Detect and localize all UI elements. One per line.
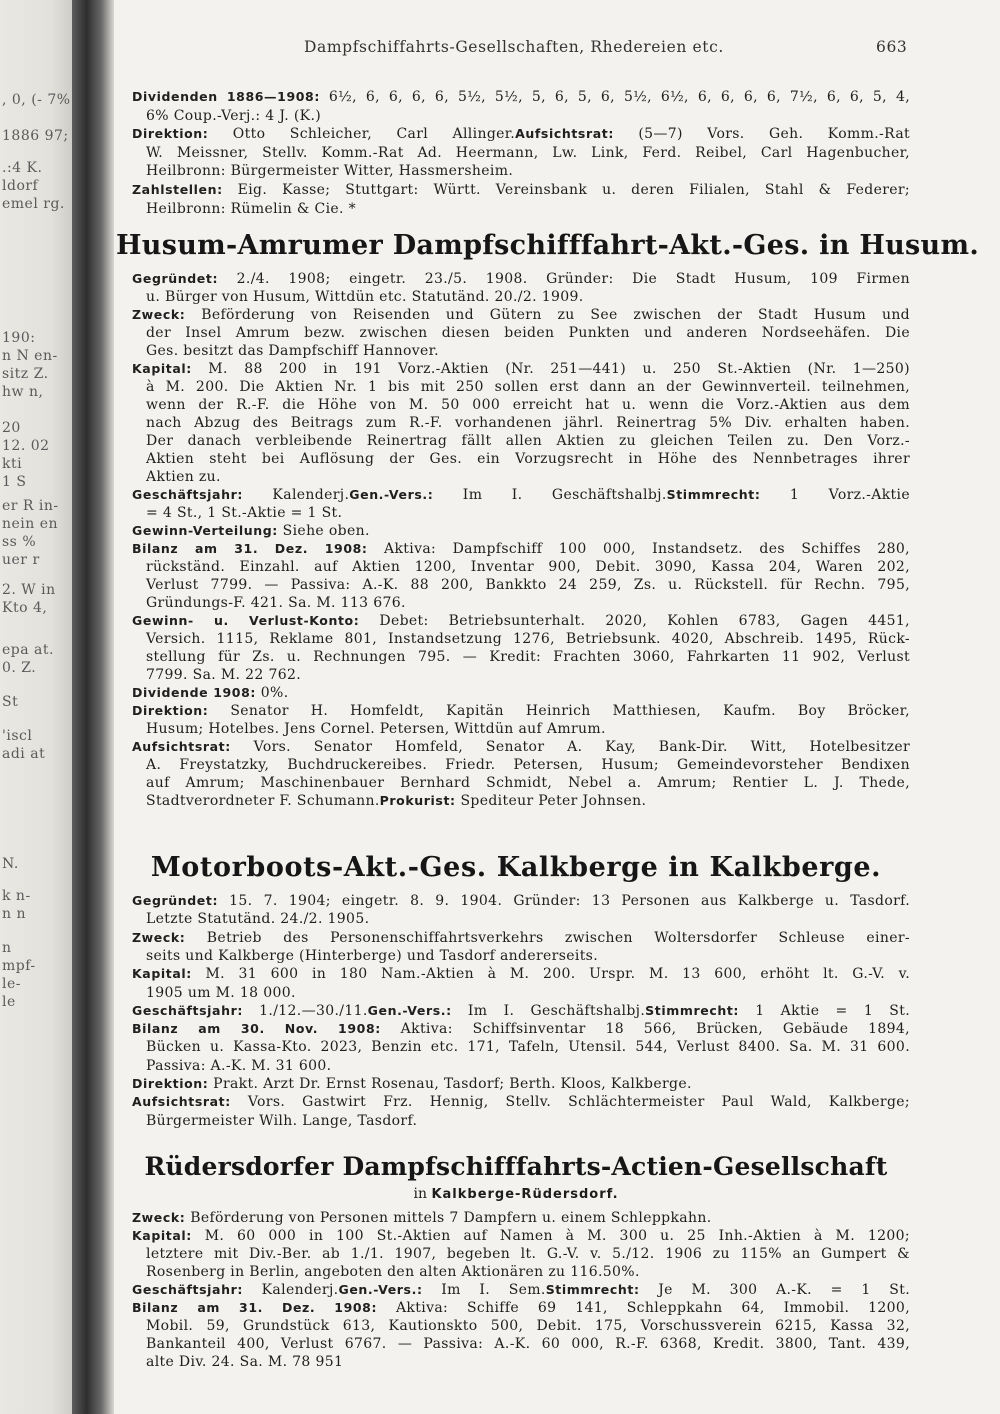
margin-fragment: nein en	[2, 516, 59, 532]
company-subtitle-ruedersdorf	[116, 1186, 916, 1202]
field-label: Gen.-Vers.:	[367, 1002, 452, 1018]
text-line	[132, 270, 910, 288]
text-line	[146, 1317, 910, 1335]
field-label: Dividenden 1886—1908:	[132, 89, 320, 104]
text-line	[132, 540, 910, 558]
field-text: nach Abzug des Beitrags zum R.-F. vorhandenen jährl. Reinertrag 5% Div. erhalten haben.	[146, 415, 910, 431]
text-line	[132, 738, 910, 756]
left-page-margin	[0, 0, 72, 1414]
margin-fragment: n	[2, 940, 12, 956]
text-line	[132, 612, 910, 630]
margin-fragment: 20	[2, 420, 21, 436]
text-line	[146, 720, 910, 738]
field-text: Beförderung von Reisenden und Gütern zu See zwischen der Stadt Husum und	[185, 307, 910, 323]
field-text: = 4 St., 1 St.-Aktie = 1 St.	[146, 505, 343, 521]
field-text: 0%.	[255, 685, 289, 701]
text-line	[146, 756, 910, 774]
margin-fragment: N.	[2, 856, 19, 872]
text-line	[132, 702, 910, 720]
field-text: Heilbronn: Rümelin & Cie. *	[146, 200, 357, 217]
field-text: stellung für Zs. u. Rechnungen 795. — Kredit: Frachten 3060, Fahrkarten 11 902, Verlust	[146, 649, 910, 665]
field-text: M. 60 000 in 100 St.-Aktien auf Namen à M. 300 u. 25 Inh.-Aktien à M. 1200;	[191, 1228, 910, 1244]
field-text: Eig. Kasse; Stuttgart: Württ. Vereinsbank u. deren Filialen, Stahl & Federer;	[222, 182, 910, 198]
margin-fragment: 190:	[2, 330, 36, 346]
field-label: Zweck:	[132, 1210, 186, 1225]
text-line	[146, 200, 910, 218]
margin-fragment: kti	[2, 456, 23, 472]
text-line	[146, 378, 910, 396]
field-label: Bilanz am 31. Dez. 1908:	[132, 541, 368, 556]
text-line	[132, 1227, 910, 1245]
margin-fragment: 1 S	[2, 474, 27, 490]
margin-fragment: le-	[2, 976, 21, 992]
field-label: Zweck:	[132, 307, 186, 322]
field-text: Kalenderj.	[242, 487, 350, 503]
field-text: letztere mit Div.-Ber. ab 1./1. 1907, begeben lt. G.-V. v. 5./12. 1906 zu 115% an Gumpert &	[146, 1246, 910, 1262]
margin-fragment: hw n,	[2, 384, 44, 400]
field-label: Gegründet:	[132, 893, 219, 908]
subtitle-prefix: in	[413, 1186, 432, 1202]
field-label: Direktion:	[132, 703, 209, 718]
field-label: Geschäftsjahr:	[132, 1002, 243, 1018]
text-line	[146, 1353, 910, 1371]
text-line	[132, 360, 910, 378]
field-label: Zahlstellen:	[132, 182, 223, 197]
margin-fragment: 'iscl	[2, 728, 33, 744]
text-line	[132, 1209, 910, 1227]
field-text: 7799. Sa. M. 22 762.	[146, 667, 302, 683]
company-title-husum: Husum-Amrumer Dampfschifffahrt-Akt.-Ges. in Husum.	[116, 230, 980, 261]
field-label: Bilanz am 30. Nov. 1908:	[132, 1021, 381, 1037]
field-text: Spediteur Peter Johnsen.	[455, 793, 647, 809]
field-text: u. Bürger von Husum, Wittdün etc. Statutänd. 20./2. 1909.	[146, 289, 584, 305]
text-line	[146, 468, 910, 486]
field-label: Aufsichtsrat:	[132, 739, 231, 754]
margin-fragment: St	[2, 694, 19, 710]
text-line	[146, 1057, 910, 1075]
text-line	[132, 1020, 910, 1038]
margin-fragment: , 0, (- 7%	[2, 92, 71, 108]
text-line	[146, 630, 910, 648]
margin-fragment: 0. Z.	[2, 660, 37, 676]
field-text: Aktiva: Dampfschiff 100 000, Instandsetz. des Schiffes 280,	[367, 541, 910, 557]
field-text: 1./12.—30./11.	[242, 1002, 368, 1019]
field-label: Direktion:	[132, 1076, 209, 1091]
field-text: Bankanteil 400, Verlust 6767. — Passiva: A.-K. 60 000, R.-F. 6368, Kredit. 3800, Tant. 439,	[146, 1336, 910, 1352]
field-text: Bücken u. Kassa-Kto. 2023, Benzin etc. 171, Tafeln, Utensil. 544, Verlust 8400. Sa. M. 31 600.	[146, 1039, 910, 1056]
margin-fragment: 1886 97;	[2, 128, 69, 144]
text-line	[146, 324, 910, 342]
field-text: Ges. besitzt das Dampfschiff Hannover.	[146, 343, 439, 359]
field-text: Aktien zu.	[146, 469, 221, 485]
field-text: Der danach verbleibende Reinertrag fällt allen Aktien zu gleichen Teilen zu. Den Vorz.-	[146, 433, 910, 449]
field-label: Gen.-Vers.:	[349, 487, 434, 502]
text-line	[132, 306, 910, 324]
text-line	[146, 666, 910, 684]
field-text: wenn der R.-F. die Höhe von M. 50 000 erreicht hat u. wenn die Vorz.-Aktien aus dem	[146, 397, 910, 413]
company-title-kalkberge: Motorboots-Akt.-Ges. Kalkberge in Kalkberge.	[150, 852, 882, 883]
margin-fragment: epa at.	[2, 642, 54, 658]
field-text: M. 31 600 in 180 Nam.-Aktien à M. 200. Urspr. M. 13 600, erhöht lt. G.-V. v.	[191, 966, 910, 983]
margin-fragment: mpf-	[2, 958, 36, 974]
text-line	[146, 504, 910, 522]
text-line	[132, 1299, 910, 1317]
document-page	[116, 0, 980, 1414]
text-line	[146, 1335, 910, 1353]
field-label: Gewinn-Verteilung:	[132, 523, 278, 538]
field-text: M. 88 200 in 191 Vorz.-Aktien (Nr. 251—441) u. 250 St.-Aktien (Nr. 1—250)	[191, 361, 910, 377]
field-label: Bilanz am 31. Dez. 1908:	[132, 1300, 378, 1315]
text-line	[132, 125, 910, 143]
field-text: Im I. Geschäftshalbj.	[451, 1002, 646, 1019]
text-line	[146, 1038, 910, 1056]
text-line	[132, 684, 910, 702]
margin-fragment: n n	[2, 906, 26, 922]
field-text: Im I. Sem.	[422, 1282, 546, 1298]
field-text: Otto Schleicher, Carl Allinger.	[208, 126, 516, 143]
text-line	[146, 450, 910, 468]
text-line	[146, 558, 910, 576]
field-text: à M. 200. Die Aktien Nr. 1 bis mit 250 sollen erst dann an der Gewinnverteil. teilnehmen,	[146, 379, 910, 395]
text-line	[132, 1075, 910, 1093]
field-text: Stadtverordneter F. Schumann.	[146, 793, 380, 809]
text-line	[146, 396, 910, 414]
field-text: auf Amrum; Maschinenbauer Bernhard Schmidt, Nebel a. Amrum; Rentier L. J. Thede,	[146, 775, 910, 791]
text-line	[146, 107, 910, 125]
text-line	[146, 576, 910, 594]
subtitle-place: Kalkberge-Rüdersdorf.	[431, 1187, 619, 1202]
field-text: Senator H. Homfeldt, Kapitän Heinrich Matthiesen, Kaufm. Boy Bröcker,	[208, 703, 910, 719]
margin-fragment: uer r	[2, 552, 40, 568]
field-text: Je M. 300 A.-K. = 1 St.	[639, 1282, 910, 1298]
field-label: Geschäftsjahr:	[132, 1282, 243, 1297]
margin-fragment: adi at	[2, 746, 46, 762]
field-text: 2./4. 1908; eingetr. 23./5. 1908. Gründer: Die Stadt Husum, 109 Firmen	[218, 271, 910, 287]
text-line	[132, 929, 910, 947]
field-label: Dividende 1908:	[132, 685, 256, 700]
field-text: Passiva: A.-K. M. 31 600.	[146, 1057, 332, 1074]
page-number: 663	[876, 38, 908, 56]
text-line	[146, 910, 910, 928]
field-text: Bürgermeister Wilh. Lange, Tasdorf.	[146, 1112, 418, 1129]
margin-fragment: 2. W in	[2, 582, 56, 598]
margin-fragment: .:4 K.	[2, 160, 43, 176]
margin-fragment: k n-	[2, 888, 31, 904]
field-label: Geschäftsjahr:	[132, 487, 243, 502]
book-binding-gutter	[72, 0, 114, 1414]
text-line	[132, 892, 910, 910]
field-label: Gen.-Vers.:	[338, 1282, 423, 1297]
text-line	[146, 144, 910, 162]
field-text: Letzte Statutänd. 24./2. 1905.	[146, 911, 370, 928]
text-line	[132, 486, 910, 504]
field-text: Gründungs-F. 421. Sa. M. 113 676.	[146, 595, 406, 611]
margin-fragment: le	[2, 994, 16, 1010]
field-label: Aufsichtsrat:	[515, 126, 614, 142]
field-text: Vors. Senator Homfeld, Senator A. Kay, Bank-Dir. Witt, Hotelbesitzer	[230, 739, 910, 755]
field-label: Direktion:	[132, 126, 209, 142]
field-text: Heilbronn: Bürgermeister Witter, Hassmersheim.	[146, 163, 514, 180]
text-line	[146, 1263, 910, 1281]
field-text: 6½, 6, 6, 6, 6, 5½, 5½, 5, 6, 5, 6, 5½, 6½, 6, 6, 6, 6, 7½, 6, 6, 5, 4,	[319, 89, 910, 105]
field-label: Prokurist:	[379, 793, 456, 808]
text-line	[146, 414, 910, 432]
company-title-ruedersdorf: Rüdersdorfer Dampfschifffahrts-Actien-Gesellschaft	[144, 1152, 888, 1181]
field-label: Gegründet:	[132, 271, 219, 286]
field-text: Vors. Gastwirt Frz. Hennig, Stellv. Schlächtermeister Paul Wald, Kalkberge;	[230, 1094, 910, 1111]
margin-fragment: n N en-	[2, 348, 58, 364]
margin-fragment: sitz Z.	[2, 366, 49, 382]
field-text: 6% Coup.-Verj.: 4 J. (K.)	[146, 107, 322, 124]
margin-fragment: emel rg.	[2, 196, 65, 212]
field-label: Kapital:	[132, 1228, 192, 1243]
field-text: Debet: Betriebsunterhalt. 2020, Kohlen 6783, Gagen 4451,	[359, 613, 910, 629]
field-text: Betrieb des Personenschiffahrtsverkehrs zwischen Woltersdorfer Schleuse einer-	[185, 929, 910, 946]
field-label: Zweck:	[132, 929, 186, 945]
text-line	[146, 162, 910, 180]
field-text: Mobil. 59, Grundstück 613, Kautionskto 500, Debit. 175, Vorschussverein 6215, Kassa 32,	[146, 1318, 910, 1334]
field-text: alte Div. 24. Sa. M. 78 951	[146, 1354, 344, 1370]
field-text: Rosenberg in Berlin, angeboten den alten Aktionären zu 116.50%.	[146, 1264, 640, 1280]
field-text: Kalenderj.	[242, 1282, 339, 1298]
field-text: Aktiva: Schiffsinventar 18 566, Brücken, Gebäude 1894,	[380, 1021, 910, 1038]
field-text: Im I. Geschäftshalbj.	[433, 487, 667, 503]
running-title: Dampfschiffahrts-Gesellschaften, Rhedereien etc.	[304, 38, 724, 56]
field-text: seits und Kalkberge (Hinterberge) und Tasdorf andererseits.	[146, 947, 599, 964]
field-text: (5—7) Vors. Geh. Komm.-Rat	[613, 126, 910, 143]
margin-fragment: Kto 4,	[2, 600, 48, 616]
text-line	[146, 594, 910, 612]
field-text: A. Freystatzky, Buchdruckereibes. Friedr. Petersen, Husum; Gemeindevorsteher Bendixen	[146, 757, 910, 773]
text-line	[132, 88, 910, 106]
field-text: Siehe oben.	[277, 523, 370, 539]
field-label: Kapital:	[132, 966, 192, 982]
field-label: Stimmrecht:	[666, 487, 761, 502]
field-text: Verlust 7799. — Passiva: A.-K. 88 200, Bankkto 24 259, Zs. u. Rückstell. für Rechn. 795,	[146, 577, 910, 593]
text-line	[132, 965, 910, 983]
field-text: rückständ. Einzahl. auf Aktien 1200, Inventar 900, Debit. 3090, Kassa 204, Waren 202,	[146, 559, 910, 575]
field-text: Aktien steht bei Auflösung der Ges. ein Vorzugsrecht in Höhe des Nennbetrages ihrer	[146, 451, 910, 467]
field-text: Prakt. Arzt Dr. Ernst Rosenau, Tasdorf; Berth. Kloos, Kalkberge.	[208, 1076, 692, 1092]
margin-fragment: 12. 02	[2, 438, 50, 454]
text-line	[146, 1112, 910, 1130]
text-line	[146, 342, 910, 360]
text-line	[132, 1281, 910, 1299]
field-label: Kapital:	[132, 361, 192, 376]
field-text: 1905 um M. 18 000.	[146, 984, 296, 1001]
field-text: 1 Aktie = 1 St.	[739, 1002, 910, 1019]
field-label: Stimmrecht:	[545, 1282, 640, 1297]
margin-fragment: ss %	[2, 534, 37, 550]
field-text: Beförderung von Personen mittels 7 Dampfern u. einem Schleppkahn.	[185, 1210, 712, 1226]
text-line	[132, 181, 910, 199]
text-line	[146, 947, 910, 965]
margin-fragment: er R in-	[2, 498, 59, 514]
text-line	[146, 1245, 910, 1263]
field-text: Aktiva: Schiffe 69 141, Schleppkahn 64, Immobil. 1200,	[377, 1300, 910, 1316]
field-label: Stimmrecht:	[645, 1002, 740, 1018]
field-text: Husum; Hotelbes. Jens Cornel. Petersen, Wittdün auf Amrum.	[146, 721, 606, 737]
text-line	[146, 792, 910, 810]
margin-fragment: ldorf	[2, 178, 39, 194]
text-line	[146, 774, 910, 792]
field-label: Gewinn- u. Verlust-Konto:	[132, 613, 360, 628]
text-line	[146, 648, 910, 666]
field-text: 1 Vorz.-Aktie	[760, 487, 910, 503]
text-line	[132, 1093, 910, 1111]
text-line	[132, 522, 910, 540]
text-line	[146, 288, 910, 306]
field-text: der Insel Amrum bezw. zwischen diesen beiden Punkten und anderen Nordseehäfen. Die	[146, 325, 910, 341]
field-label: Aufsichtsrat:	[132, 1094, 231, 1110]
text-line	[132, 1002, 910, 1020]
field-text: Versich. 1115, Reklame 801, Instandsetzung 1276, Betriebsunk. 4020, Abschreib. 1495, Rück-	[146, 631, 910, 647]
field-text: W. Meissner, Stellv. Komm.-Rat Ad. Heermann, Lw. Link, Ferd. Reibel, Carl Hagenbucher,	[146, 144, 910, 161]
field-text: 15. 7. 1904; eingetr. 8. 9. 1904. Gründer: 13 Personen aus Kalkberge u. Tasdorf.	[218, 893, 910, 909]
text-line	[146, 984, 910, 1002]
text-line	[146, 432, 910, 450]
